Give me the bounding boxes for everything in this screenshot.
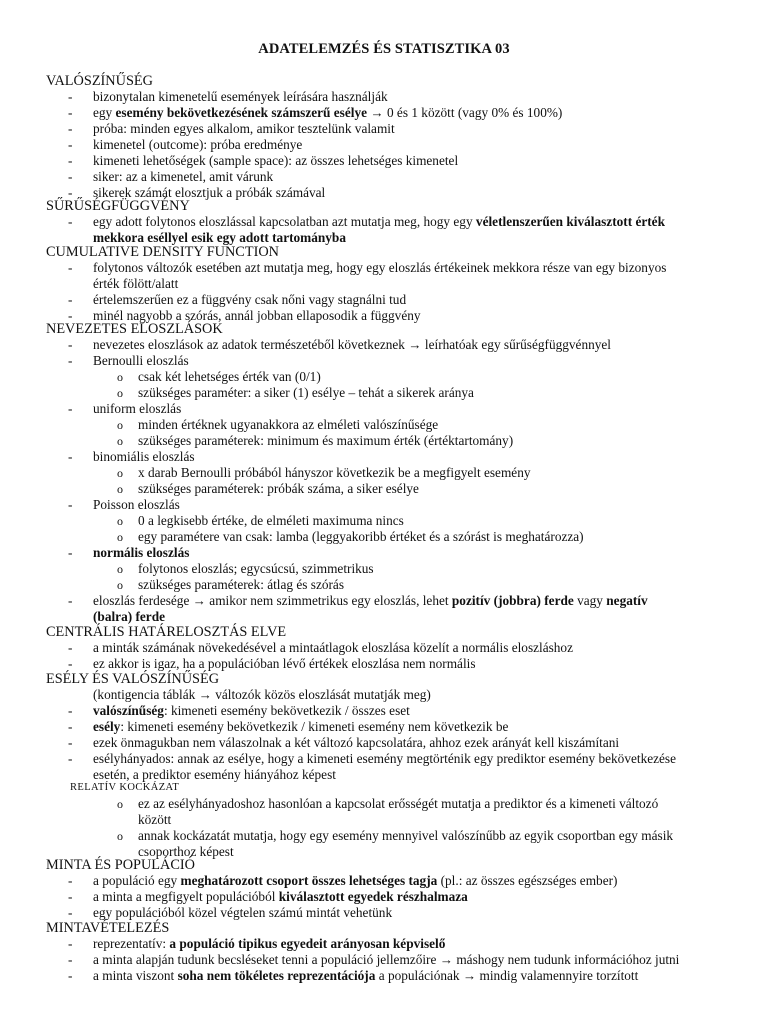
text-run: kimeneti lehetőségek (sample space): az összes lehetséges kimenetel bbox=[93, 153, 459, 168]
dash-bullet-icon: - bbox=[68, 292, 73, 307]
dash-bullet-icon: - bbox=[68, 121, 73, 136]
text-run: kimenetel (outcome): próba eredménye bbox=[93, 137, 303, 152]
bold-text: meghatározott csoport összes lehetséges tagja bbox=[180, 873, 438, 888]
text-run: bizonytalan kimenetelű események leírására használják bbox=[93, 89, 388, 104]
dash-bullet-icon: - bbox=[68, 401, 73, 416]
text-run: annak kockázatát mutatja, hogy egy esemény mennyivel valószínűbb az egyik csoportban egy másik bbox=[138, 828, 674, 843]
sub-list-item bbox=[138, 481, 419, 497]
text-run: a minta a megfigyelt populációból bbox=[93, 889, 279, 904]
dash-bullet-icon: - bbox=[68, 353, 73, 368]
list-item bbox=[93, 889, 468, 905]
list-item bbox=[93, 105, 562, 121]
text-run: folytonos változók esetében azt mutatja meg, hogy egy eloszlás értékeinek mekkora része van egy bizonyos bbox=[93, 260, 667, 275]
text-run: szükséges paraméterek: minimum és maximum érték (értéktartomány) bbox=[138, 433, 514, 448]
text-run: próba: minden egyes alkalom, amikor tesztelünk valamit bbox=[93, 121, 395, 136]
text-run: ez akkor is igaz, ha a populációban lévő értékek eloszlása nem normális bbox=[93, 656, 476, 671]
bold-text: a populáció tipikus egyedeit arányosan képviselő bbox=[169, 936, 446, 951]
sub-list-item bbox=[138, 577, 344, 593]
dash-bullet-icon: - bbox=[68, 640, 73, 655]
dash-bullet-icon: - bbox=[68, 308, 73, 323]
dash-bullet-icon: - bbox=[68, 105, 73, 120]
dash-bullet-icon: - bbox=[68, 497, 73, 512]
sub-list-item bbox=[138, 465, 531, 481]
dash-bullet-icon: - bbox=[68, 936, 73, 951]
text-run: esetén, a prediktor esemény hiányához képest bbox=[93, 767, 336, 782]
circle-bullet-icon: o bbox=[117, 466, 123, 480]
sub-list-item bbox=[138, 812, 171, 828]
text-run: szükséges paraméter: a siker (1) esélye – tehát a sikerek aránya bbox=[138, 385, 474, 400]
dash-bullet-icon: - bbox=[68, 214, 73, 229]
list-item bbox=[93, 968, 638, 984]
text-run: a populációnak → mindig valamennyire torzított bbox=[375, 968, 639, 983]
dash-bullet-icon: - bbox=[68, 968, 73, 983]
text-run: eloszlás ferdesége → amikor nem szimmetrikus egy eloszlás, lehet bbox=[93, 593, 452, 608]
section-heading: MINTAVÉTELEZÉS bbox=[46, 920, 170, 936]
bold-text: véletlenszerűen kiválasztott érték bbox=[475, 214, 665, 229]
circle-bullet-icon: o bbox=[117, 418, 123, 432]
list-item bbox=[93, 214, 665, 230]
text-run: a populáció egy bbox=[93, 873, 181, 888]
text-run: uniform eloszlás bbox=[93, 401, 182, 416]
list-item bbox=[93, 609, 165, 625]
section-heading: MINTA ÉS POPULÁCIÓ bbox=[46, 857, 195, 873]
dash-bullet-icon: - bbox=[68, 449, 73, 464]
sub-list-item bbox=[138, 417, 438, 433]
sub-list-item bbox=[138, 529, 584, 545]
list-item bbox=[93, 337, 611, 353]
text-run: → 0 és 1 között (vagy 0% és 100%) bbox=[367, 105, 563, 120]
text-run: a minták számának növekedésével a mintaátlagok eloszlása közelít a normális eloszláshoz bbox=[93, 640, 573, 655]
dash-bullet-icon: - bbox=[68, 873, 73, 888]
list-item bbox=[93, 905, 392, 921]
text-run: szükséges paraméterek: átlag és szórás bbox=[138, 577, 345, 592]
section-heading: ESÉLY ÉS VALÓSZÍNŰSÉG bbox=[46, 671, 220, 687]
sub-list-item bbox=[138, 828, 673, 844]
dash-bullet-icon: - bbox=[68, 593, 73, 608]
list-item bbox=[93, 169, 273, 185]
dash-bullet-icon: - bbox=[68, 545, 73, 560]
circle-bullet-icon: o bbox=[117, 482, 123, 496]
text-run: a minta viszont bbox=[93, 968, 178, 983]
text-run: érték fölött/alatt bbox=[93, 276, 179, 291]
list-item bbox=[93, 401, 181, 417]
list-item bbox=[93, 137, 302, 153]
text-run: szükséges paraméterek: próbák száma, a siker esélye bbox=[138, 481, 419, 496]
bold-text: soha nem tökéletes reprezentációja bbox=[177, 968, 376, 983]
dash-bullet-icon: - bbox=[68, 656, 73, 671]
list-item bbox=[93, 353, 189, 369]
text-run: ezek önmagukban nem válaszolnak a két változó kapcsolatára, ahhoz ezek arányát kell kiszámítani bbox=[93, 735, 620, 750]
text-run: egy populációból közel végtelen számú mintát vehetünk bbox=[93, 905, 393, 920]
list-item bbox=[93, 735, 619, 751]
list-item bbox=[93, 656, 476, 672]
text-run: értelemszerűen ez a függvény csak nőni vagy stagnálni tud bbox=[93, 292, 407, 307]
dash-bullet-icon: - bbox=[68, 905, 73, 920]
dash-bullet-icon: - bbox=[68, 751, 73, 766]
text-run: folytonos eloszlás; egycsúcsú, szimmetrikus bbox=[138, 561, 374, 576]
text-run: (kontigencia táblák → változók közös eloszlását mutatják meg) bbox=[93, 687, 431, 702]
text-run: : kimeneti esemény bekövetkezik / kimeneti esemény nem következik be bbox=[120, 719, 509, 734]
text-run: siker: az a kimenetel, amit várunk bbox=[93, 169, 274, 184]
text-run: Bernoulli eloszlás bbox=[93, 353, 189, 368]
list-item bbox=[93, 545, 189, 561]
section-heading: RELATÍV KOCKÁZAT bbox=[70, 782, 180, 793]
dash-bullet-icon: - bbox=[68, 153, 73, 168]
text-run: vagy bbox=[573, 593, 607, 608]
sub-list-item bbox=[138, 796, 658, 812]
circle-bullet-icon: o bbox=[117, 578, 123, 592]
list-item bbox=[93, 640, 573, 656]
bold-text: negatív bbox=[606, 593, 648, 608]
bold-text: normális eloszlás bbox=[93, 545, 190, 560]
sub-list-item bbox=[138, 561, 374, 577]
section-heading: NEVEZETES ELOSZLÁSOK bbox=[46, 321, 223, 337]
list-item bbox=[93, 449, 195, 465]
section-heading: CENTRÁLIS HATÁRELOSZTÁS ELVE bbox=[46, 624, 287, 640]
text-run: egy paramétere van csak: lamba (leggyakoribb értéket és a szórást is meghatározza) bbox=[138, 529, 584, 544]
bold-text: mekkora eséllyel esik egy adott tartományba bbox=[93, 230, 346, 245]
bold-text: esély bbox=[93, 719, 121, 734]
dash-bullet-icon: - bbox=[68, 89, 73, 104]
list-item bbox=[93, 952, 679, 968]
dash-bullet-icon: - bbox=[68, 735, 73, 750]
sub-list-item bbox=[138, 433, 513, 449]
dash-bullet-icon: - bbox=[68, 169, 73, 184]
section-heading: VALÓSZÍNŰSÉG bbox=[46, 73, 153, 89]
bold-text: kiválasztott egyedek részhalmaza bbox=[278, 889, 468, 904]
list-item bbox=[93, 260, 666, 276]
circle-bullet-icon: o bbox=[117, 434, 123, 448]
text-run: egy adott folytonos eloszlással kapcsolatban azt mutatja meg, hogy egy bbox=[93, 214, 476, 229]
list-item bbox=[93, 751, 676, 767]
list-item bbox=[93, 873, 617, 889]
text-run: x darab Bernoulli próbából hányszor következik be a megfigyelt esemény bbox=[138, 465, 531, 480]
circle-bullet-icon: o bbox=[117, 370, 123, 384]
circle-bullet-icon: o bbox=[117, 386, 123, 400]
text-run: nevezetes eloszlások az adatok természetéből következnek → leírhatóak egy sűrűségfüggvénnyel bbox=[93, 337, 612, 352]
bold-text: pozitív (jobbra) ferde bbox=[451, 593, 574, 608]
text-run: : kimeneti esemény bekövetkezik / összes eset bbox=[163, 703, 410, 718]
page-title: ADATELEMZÉS ÉS STATISZTIKA 03 bbox=[258, 41, 510, 57]
dash-bullet-icon: - bbox=[68, 952, 73, 967]
dash-bullet-icon: - bbox=[68, 337, 73, 352]
text-run: sikerek számát elosztjuk a próbák számával bbox=[93, 185, 326, 200]
text-run: Poisson eloszlás bbox=[93, 497, 180, 512]
section-heading: CUMULATIVE DENSITY FUNCTION bbox=[46, 244, 279, 260]
text-run: minden értéknek ugyanakkora az elméleti valószínűsége bbox=[138, 417, 439, 432]
circle-bullet-icon: o bbox=[117, 514, 123, 528]
dash-bullet-icon: - bbox=[68, 185, 73, 200]
circle-bullet-icon: o bbox=[117, 829, 123, 843]
text-run: egy bbox=[93, 105, 116, 120]
list-item bbox=[93, 593, 648, 609]
circle-bullet-icon: o bbox=[117, 530, 123, 544]
dash-bullet-icon: - bbox=[68, 137, 73, 152]
sub-list-item bbox=[138, 513, 404, 529]
text-run: minél nagyobb a szórás, annál jobban ellaposodik a függvény bbox=[93, 308, 421, 323]
bold-text: esemény bekövetkezésének számszerű esélye bbox=[115, 105, 367, 120]
list-item bbox=[93, 121, 395, 137]
list-item bbox=[93, 936, 445, 952]
text-run: között bbox=[138, 812, 172, 827]
circle-bullet-icon: o bbox=[117, 797, 123, 811]
list-item bbox=[93, 719, 508, 735]
list-item bbox=[93, 292, 406, 308]
text-run: a minta alapján tudunk becsléseket tenni a populáció jellemzőire → máshogy nem tudunk információhoz jutni bbox=[93, 952, 680, 967]
dash-bullet-icon: - bbox=[68, 260, 73, 275]
text-run: esélyhányados: annak az esélye, hogy a kimeneti esemény megtörténik egy prediktor esemény bekövetkezése bbox=[93, 751, 676, 766]
list-item bbox=[93, 153, 458, 169]
list-item bbox=[93, 497, 180, 513]
section-heading: SŰRŰSÉGFÜGGVÉNY bbox=[46, 198, 190, 214]
list-item bbox=[93, 89, 388, 105]
sub-list-item bbox=[138, 385, 474, 401]
note-line bbox=[93, 687, 431, 703]
sub-list-item bbox=[138, 369, 321, 385]
text-run: csak két lehetséges érték van (0/1) bbox=[138, 369, 321, 384]
list-item bbox=[93, 703, 410, 719]
text-run: binomiális eloszlás bbox=[93, 449, 195, 464]
bold-text: (balra) ferde bbox=[93, 609, 165, 624]
bold-text: valószínűség bbox=[93, 703, 164, 718]
dash-bullet-icon: - bbox=[68, 719, 73, 734]
text-run: (pl.: az összes egészséges ember) bbox=[437, 873, 618, 888]
list-item bbox=[93, 276, 178, 292]
dash-bullet-icon: - bbox=[68, 889, 73, 904]
text-run: reprezentatív: bbox=[93, 936, 170, 951]
dash-bullet-icon: - bbox=[68, 703, 73, 718]
text-run: 0 a legkisebb értéke, de elméleti maximuma nincs bbox=[138, 513, 404, 528]
text-run: csoporthoz képest bbox=[138, 844, 234, 859]
text-run: ez az esélyhányadoshoz hasonlóan a kapcsolat erősségét mutatja a prediktor és a kimeneti változó bbox=[138, 796, 659, 811]
circle-bullet-icon: o bbox=[117, 562, 123, 576]
